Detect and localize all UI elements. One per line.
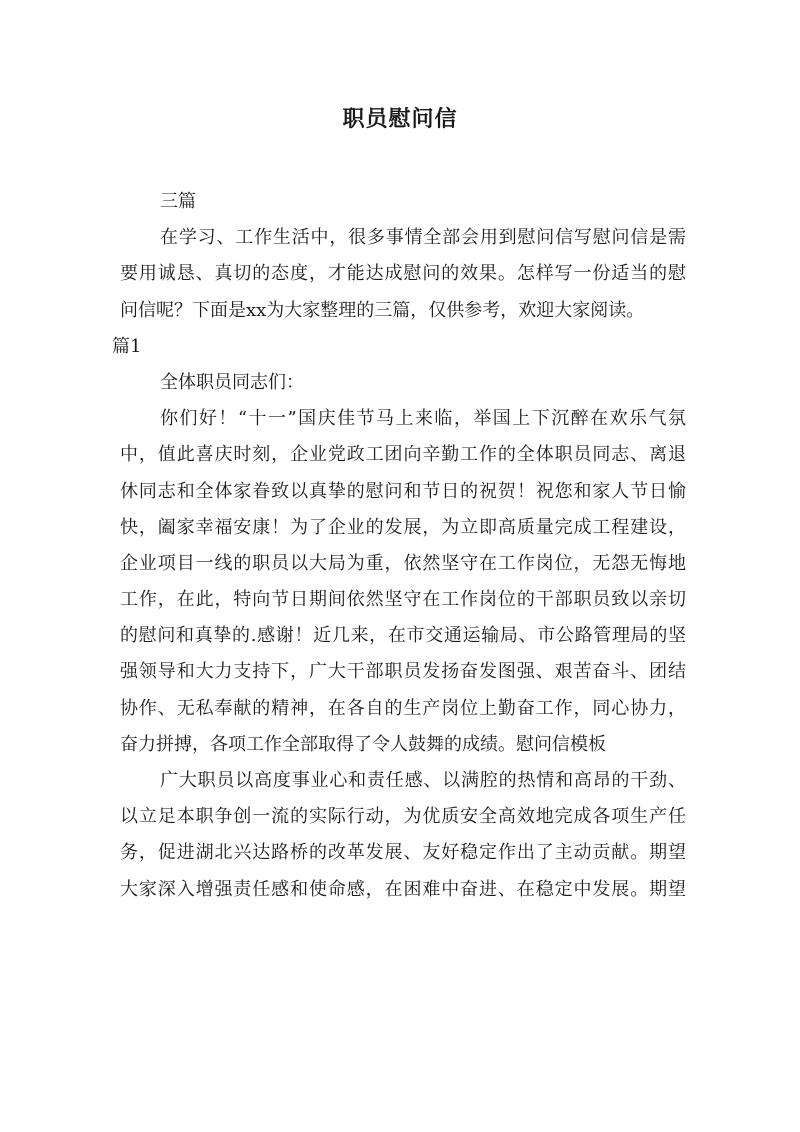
document-title: 职员慰问信	[342, 106, 458, 132]
body-line: 务，促进湖北兴达路桥的改革发展、友好稳定作出了主动贡献。期望	[120, 842, 686, 864]
chapter-heading: 篇1	[112, 335, 142, 357]
body-line: 的慰问和真挚的.感谢！近几来，在市交通运输局、市公路管理局的坚	[120, 625, 686, 647]
intro-line: 要用诚恳、真切的态度，才能达成慰问的效果。怎样写一份适当的慰	[120, 263, 686, 285]
body-line: 强领导和大力支持下，广大干部职员发扬奋发图强、艰苦奋斗、团结	[120, 661, 686, 683]
body-line: 工作，在此，特向节日期间依然坚守在工作岗位的干部职员致以亲切	[120, 589, 686, 611]
body-line: 快，阖家幸福安康！为了企业的发展，为立即高质量完成工程建设，	[120, 516, 686, 538]
salutation: 全体职员同志们：	[160, 371, 304, 393]
body-line: 你们好！“十一”国庆佳节马上来临，举国上下沉醉在欢乐气氛	[160, 408, 686, 430]
body-line: 中，值此喜庆时刻，企业党政工团向辛勤工作的全体职员同志、离退	[120, 444, 686, 466]
document-body	[112, 184, 686, 908]
intro-line: 在学习、工作生活中，很多事情全部会用到慰问信写慰问信是需	[160, 227, 686, 249]
body-line: 广大职员以高度事业心和责任感、以满腔的热情和高昂的干劲、	[160, 770, 686, 791]
body-line: 以立足本职争创一流的实际行动，为优质安全高效地完成各项生产任	[120, 806, 686, 828]
body-line: 协作、无私奉献的精神，在各自的生产岗位上勤奋工作，同心协力，	[120, 697, 686, 719]
body-line: 大家深入增强责任感和使命感，在困难中奋进、在稳定中发展。期望	[120, 878, 686, 900]
body-line: 企业项目一线的职员以大局为重，依然坚守在工作岗位，无怨无悔地	[120, 552, 686, 574]
body-line: 休同志和全体家眷致以真挚的慰问和节日的祝贺！祝您和家人节日愉	[120, 480, 686, 502]
section-label: 三篇	[160, 191, 196, 212]
intro-line: 问信呢？下面是xx为大家整理的三篇，仅供参考，欢迎大家阅读。	[120, 299, 645, 321]
body-line: 奋力拼搏，各项工作全部取得了令人鼓舞的成绩。慰问信模板	[120, 733, 606, 755]
